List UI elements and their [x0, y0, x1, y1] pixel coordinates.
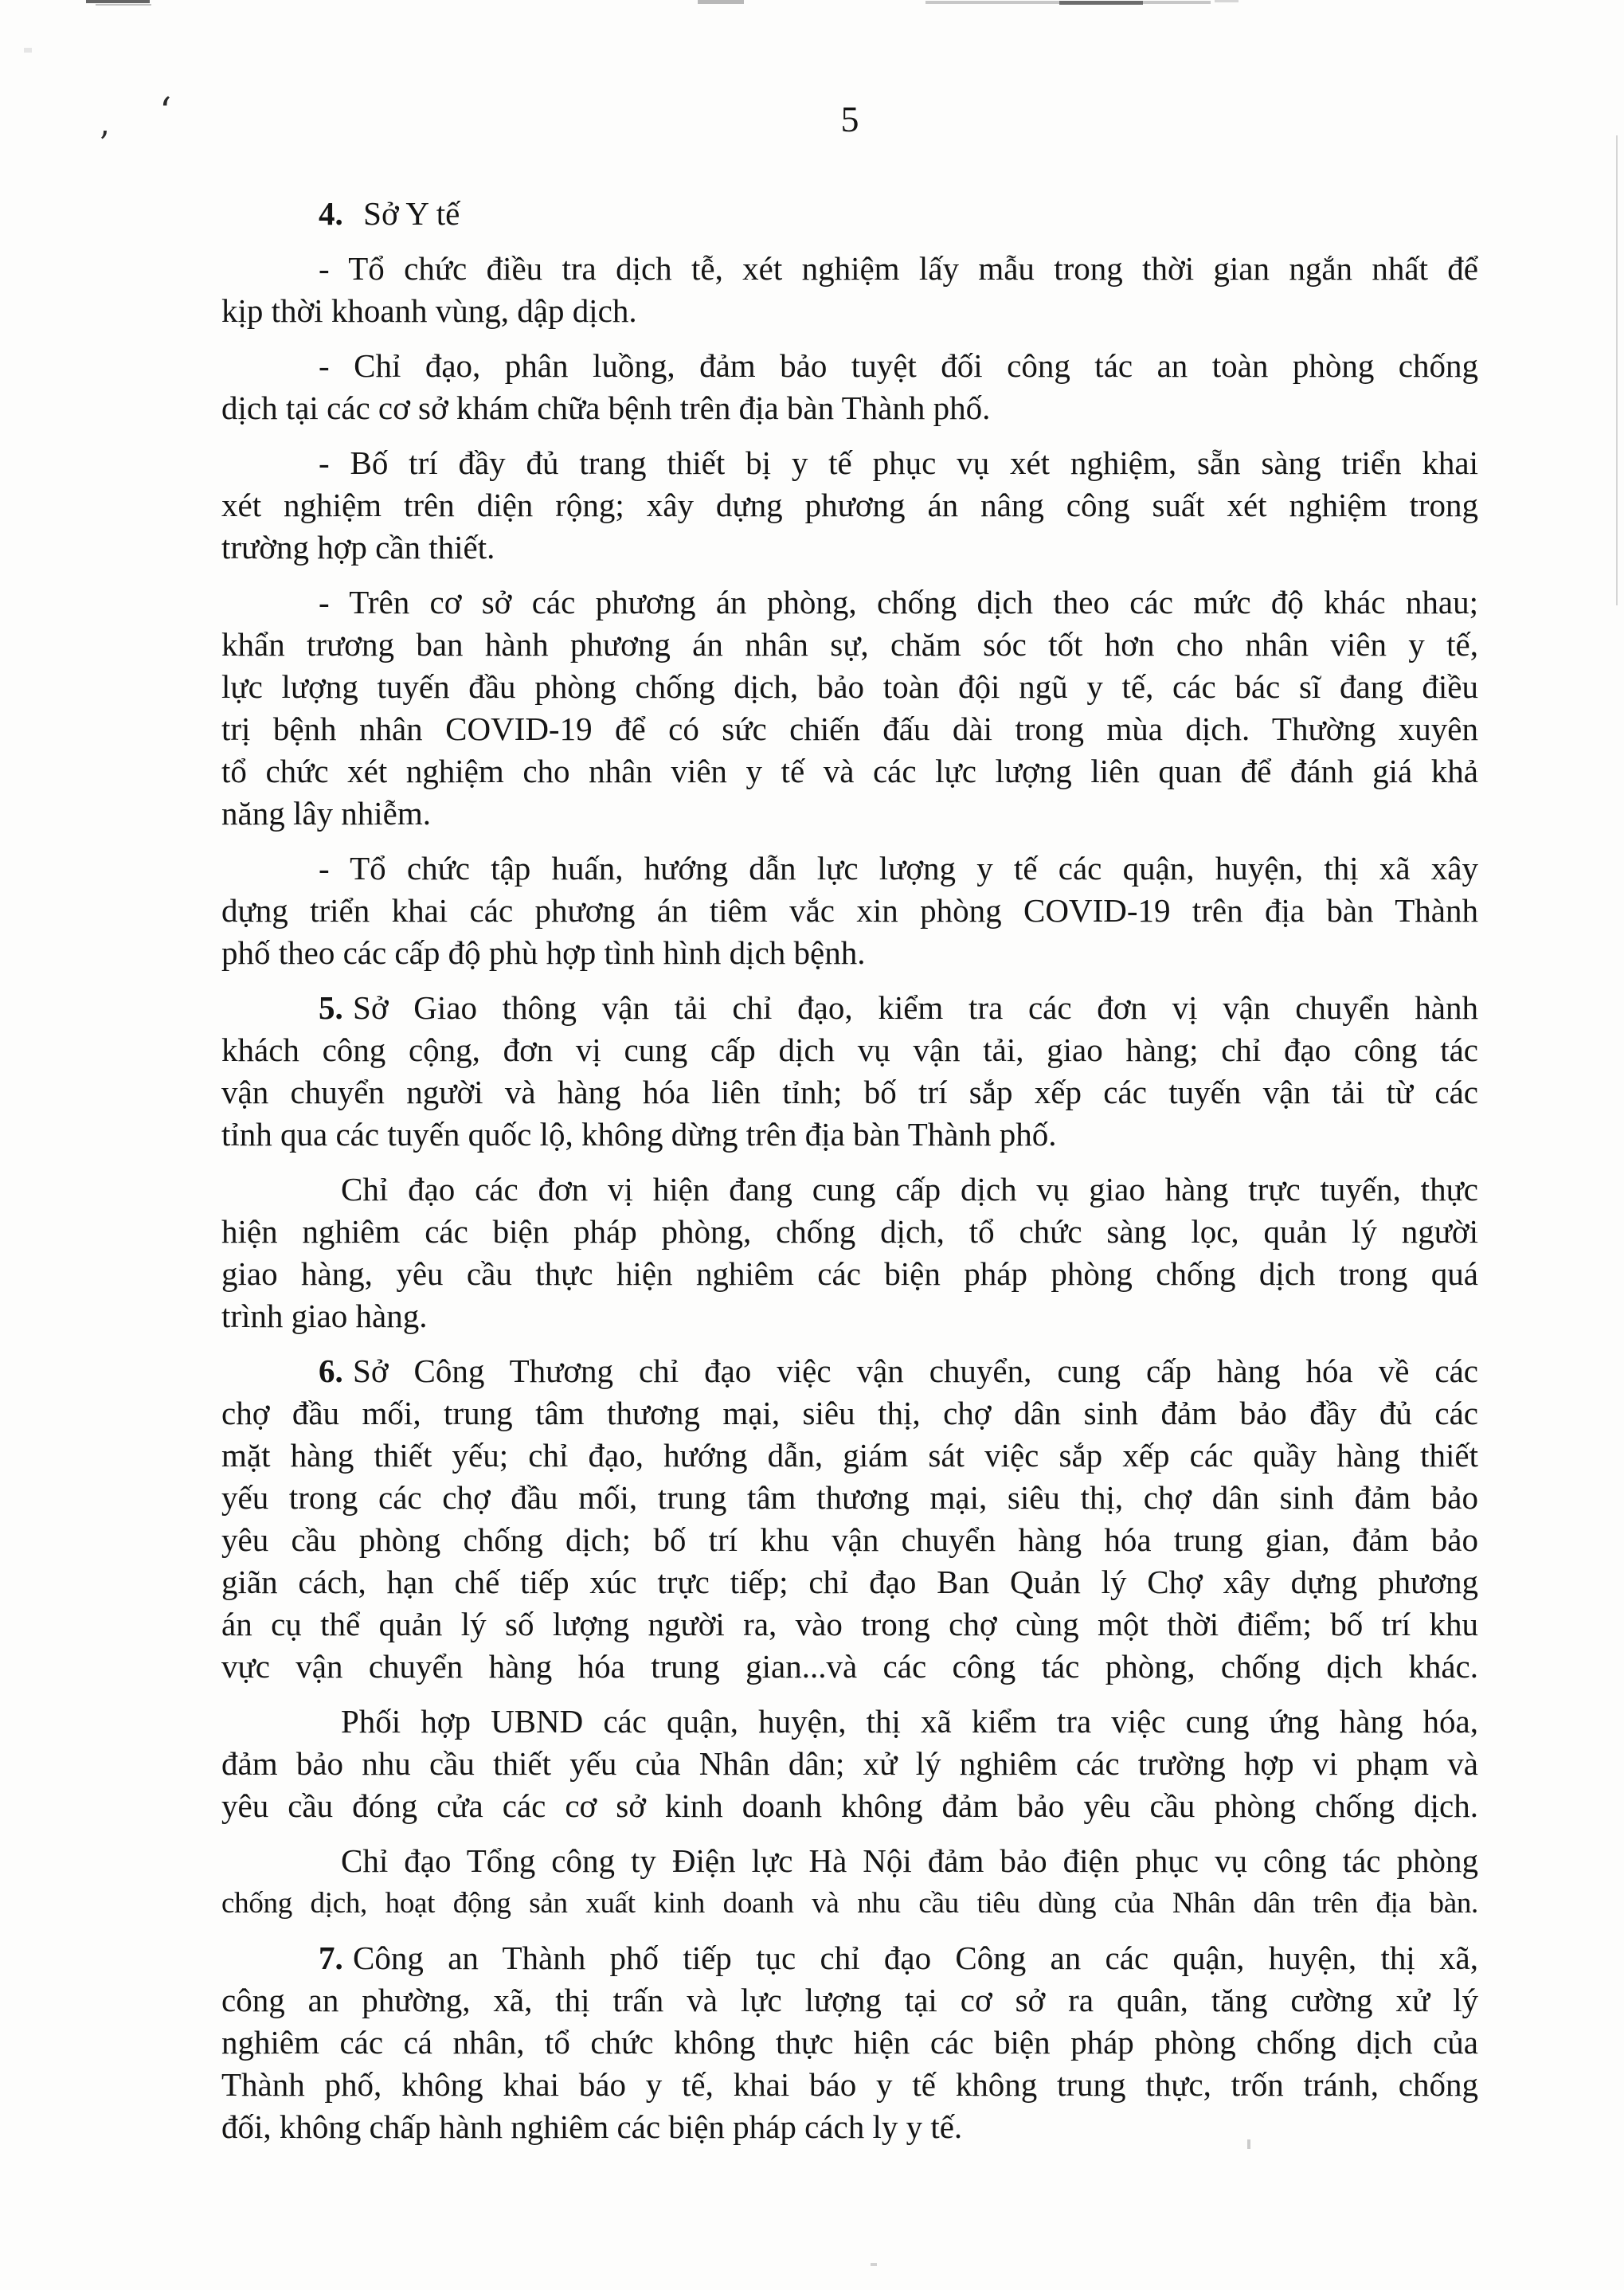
text-line: [221, 581, 1478, 624]
line-text: yếu trong các chợ đầu mối, trung tâm thương mại, siêu thị, chợ dân sinh đảm bảo: [221, 1479, 1478, 1516]
line-text: mặt hàng thiết yếu; chỉ đạo, hướng dẫn, giám sát việc sắp xếp các quầy hàng thiết: [221, 1437, 1478, 1474]
text-line: [221, 1168, 1478, 1211]
line-text: - Tổ chức tập huấn, hướng dẫn lực lượng y tế các quận, huyện, thị xã xây: [319, 850, 1478, 887]
line-text: chợ đầu mối, trung tâm thương mại, siêu thị, chợ dân sinh đảm bảo đầy đủ các: [221, 1395, 1478, 1431]
line-text: Phối hợp UBND các quận, huyện, thị xã kiểm tra việc cung ứng hàng hóa,: [341, 1703, 1478, 1740]
line-text: hiện nghiêm các biện pháp phòng, chống dịch, tổ chức sàng lọc, quản lý người: [221, 1213, 1478, 1250]
line-text: khách công cộng, đơn vị cung cấp dịch vụ vận tải, giao hàng; chỉ đạo công tác: [221, 1031, 1478, 1068]
line-text: án cụ thể quản lý số lượng người ra, vào trong chợ cùng một thời điểm; bố trí khu: [221, 1606, 1478, 1642]
line-text: đối, không chấp hành nghiêm các biện pháp cách ly y tế.: [221, 2108, 963, 2145]
text-line: [221, 484, 1478, 527]
text-line: [221, 1029, 1478, 1071]
text-line: [221, 527, 1478, 569]
scan-artifact: [1215, 0, 1239, 2]
text-line: [221, 1071, 1478, 1114]
text-line: [221, 1646, 1478, 1688]
scan-artifact: [24, 48, 32, 53]
text-line: [221, 248, 1478, 290]
text-line: [221, 708, 1478, 750]
text-line: [221, 345, 1478, 387]
page-number: 5: [840, 99, 859, 139]
text-line: [221, 387, 1478, 429]
line-text: Chỉ đạo các đơn vị hiện đang cung cấp dịch vụ giao hàng trực tuyến, thực: [341, 1171, 1478, 1208]
text-line: [221, 1785, 1478, 1827]
text-line: [221, 1519, 1478, 1561]
line-text: Thành phố, không khai báo y tế, khai báo y tế không trung thực, trốn tránh, chống: [221, 2066, 1478, 2103]
paragraph: [221, 581, 1478, 835]
line-text: - Chỉ đạo, phân luồng, đảm bảo tuyệt đối công tác an toàn phòng chống: [319, 347, 1478, 384]
scan-mark: ‘: [159, 89, 172, 134]
line-text: Công an Thành phố tiếp tục chỉ đạo Công an các quận, huyện, thị xã,: [353, 1940, 1478, 1976]
line-text: tổ chức xét nghiệm cho nhân viên y tế và các lực lượng liên quan để đánh giá khả: [221, 753, 1478, 789]
scan-artifact: [86, 0, 150, 3]
text-line: [221, 1882, 1478, 1924]
text-line: [221, 1561, 1478, 1603]
scan-artifact: [698, 0, 744, 4]
section-heading: [221, 193, 1478, 235]
line-text: yêu cầu đóng cửa các cơ sở kinh doanh không đảm bảo yêu cầu phòng chống dịch.: [221, 1787, 1478, 1824]
line-text: vận chuyển người và hàng hóa liên tỉnh; bố trí sắp xếp các tuyến vận tải từ các: [221, 1074, 1478, 1110]
text-line: [221, 1114, 1478, 1156]
text-line: [221, 1211, 1478, 1253]
line-text: năng lây nhiễm.: [221, 795, 432, 832]
paragraph: [221, 1350, 1478, 1688]
paragraph: [221, 1937, 1478, 2148]
text-line: [221, 890, 1478, 932]
line-text: dịch tại các cơ sở khám chữa bệnh trên địa bàn Thành phố.: [221, 389, 991, 426]
line-text: giao hàng, yêu cầu thực hiện nghiêm các biện pháp phòng chống dịch trong quá: [221, 1255, 1478, 1292]
line-text: trị bệnh nhân COVID-19 để có sức chiến đấu dài trong mùa dịch. Thường xuyên: [221, 710, 1478, 747]
paragraph: [221, 1168, 1478, 1337]
item-number: 4.: [319, 195, 343, 232]
text-line: [221, 1979, 1478, 2022]
line-text: giãn cách, hạn chế tiếp xúc trực tiếp; chỉ đạo Ban Quản lý Chợ xây dựng phương: [221, 1564, 1478, 1600]
line-text: dựng triển khai các phương án tiêm vắc xin phòng COVID-19 trên địa bàn Thành: [221, 892, 1478, 929]
line-text: kịp thời khoanh vùng, dập dịch.: [221, 292, 637, 329]
text-line: [221, 793, 1478, 835]
text-line: [221, 2106, 1478, 2148]
line-text: Sở Giao thông vận tải chỉ đạo, kiểm tra các đơn vị vận chuyển hành: [353, 989, 1478, 1026]
text-line: [221, 1603, 1478, 1646]
line-text: phố theo các cấp độ phù hợp tình hình dịch bệnh.: [221, 934, 866, 971]
line-text: yêu cầu phòng chống dịch; bố trí khu vận chuyển hàng hóa trung gian, đảm bảo: [221, 1521, 1478, 1558]
paragraph: [221, 1840, 1478, 1924]
paragraph: [221, 345, 1478, 429]
item-number: 6.: [319, 1352, 343, 1389]
text-line: [221, 1701, 1478, 1743]
paragraph: [221, 442, 1478, 569]
text-line: [221, 750, 1478, 793]
paragraph: [221, 847, 1478, 974]
scan-artifact: [925, 1, 1211, 4]
text-line: [221, 666, 1478, 708]
line-text: nghiêm các cá nhân, tổ chức không thực hiện các biện pháp phòng chống dịch của: [221, 2024, 1478, 2061]
text-line: [221, 1253, 1478, 1295]
line-text: Sở Công Thương chỉ đạo việc vận chuyển, cung cấp hàng hóa về các: [353, 1352, 1478, 1389]
scan-artifact: [1616, 135, 1618, 605]
line-text: đảm bảo nhu cầu thiết yếu của Nhân dân; xử lý nghiêm các trường hợp vi phạm và: [221, 1745, 1478, 1782]
text-line: [221, 624, 1478, 666]
scan-artifact: [871, 2263, 877, 2266]
line-text: trình giao hàng.: [221, 1298, 428, 1334]
line-text: xét nghiệm trên diện rộng; xây dựng phương án nâng công suất xét nghiệm trong: [221, 487, 1478, 523]
text-line: [221, 193, 1478, 235]
line-text: vực vận chuyển hàng hóa trung gian...và các công tác phòng, chống dịch khác.: [221, 1648, 1478, 1685]
text-line: [221, 1743, 1478, 1785]
line-text: Sở Y tế: [363, 195, 460, 232]
text-line: [221, 987, 1478, 1029]
scan-artifact: [1059, 1, 1143, 5]
text-line: [221, 2022, 1478, 2064]
text-line: [221, 1840, 1478, 1882]
line-text: tỉnh qua các tuyến quốc lộ, không dừng trên địa bàn Thành phố.: [221, 1116, 1057, 1153]
paragraph: [221, 248, 1478, 332]
line-text: khẩn trương ban hành phương án nhân sự, chăm sóc tốt hơn cho nhân viên y tế,: [221, 626, 1478, 663]
line-text: - Trên cơ sở các phương án phòng, chống dịch theo các mức độ khác nhau;: [319, 584, 1478, 620]
text-line: [221, 1392, 1478, 1435]
text-line: [221, 932, 1478, 974]
text-line: [221, 1295, 1478, 1337]
text-line: [221, 847, 1478, 890]
document-content: [221, 193, 1478, 2148]
line-text: công an phường, xã, thị trấn và lực lượng tại cơ sở ra quân, tăng cường xử lý: [221, 1982, 1478, 2018]
text-line: [221, 442, 1478, 484]
text-line: [221, 1937, 1478, 1979]
line-text: - Bố trí đầy đủ trang thiết bị y tế phục vụ xét nghiệm, sẵn sàng triển khai: [319, 444, 1478, 481]
scan-artifact: [96, 4, 151, 6]
line-text: lực lượng tuyến đầu phòng chống dịch, bảo toàn đội ngũ y tế, các bác sĩ đang điều: [221, 668, 1478, 705]
text-line: [221, 1435, 1478, 1477]
item-number: 5.: [319, 989, 343, 1026]
paragraph: [221, 1701, 1478, 1827]
text-line: [221, 1477, 1478, 1519]
item-number: 7.: [319, 1940, 343, 1976]
text-line: [221, 290, 1478, 332]
scan-mark: ’: [99, 124, 110, 163]
line-text: trường hợp cần thiết.: [221, 529, 495, 566]
paragraph: [221, 987, 1478, 1156]
text-line: [221, 2064, 1478, 2106]
line-text: chống dịch, hoạt động sản xuất kinh doanh và nhu cầu tiêu dùng của Nhân dân trên địa bàn.: [221, 1887, 1478, 1920]
text-line: [221, 1350, 1478, 1392]
line-text: - Tổ chức điều tra dịch tễ, xét nghiệm lấy mẫu trong thời gian ngắn nhất để: [319, 250, 1478, 287]
line-text: Chỉ đạo Tổng công ty Điện lực Hà Nội đảm bảo điện phục vụ công tác phòng: [341, 1842, 1478, 1879]
